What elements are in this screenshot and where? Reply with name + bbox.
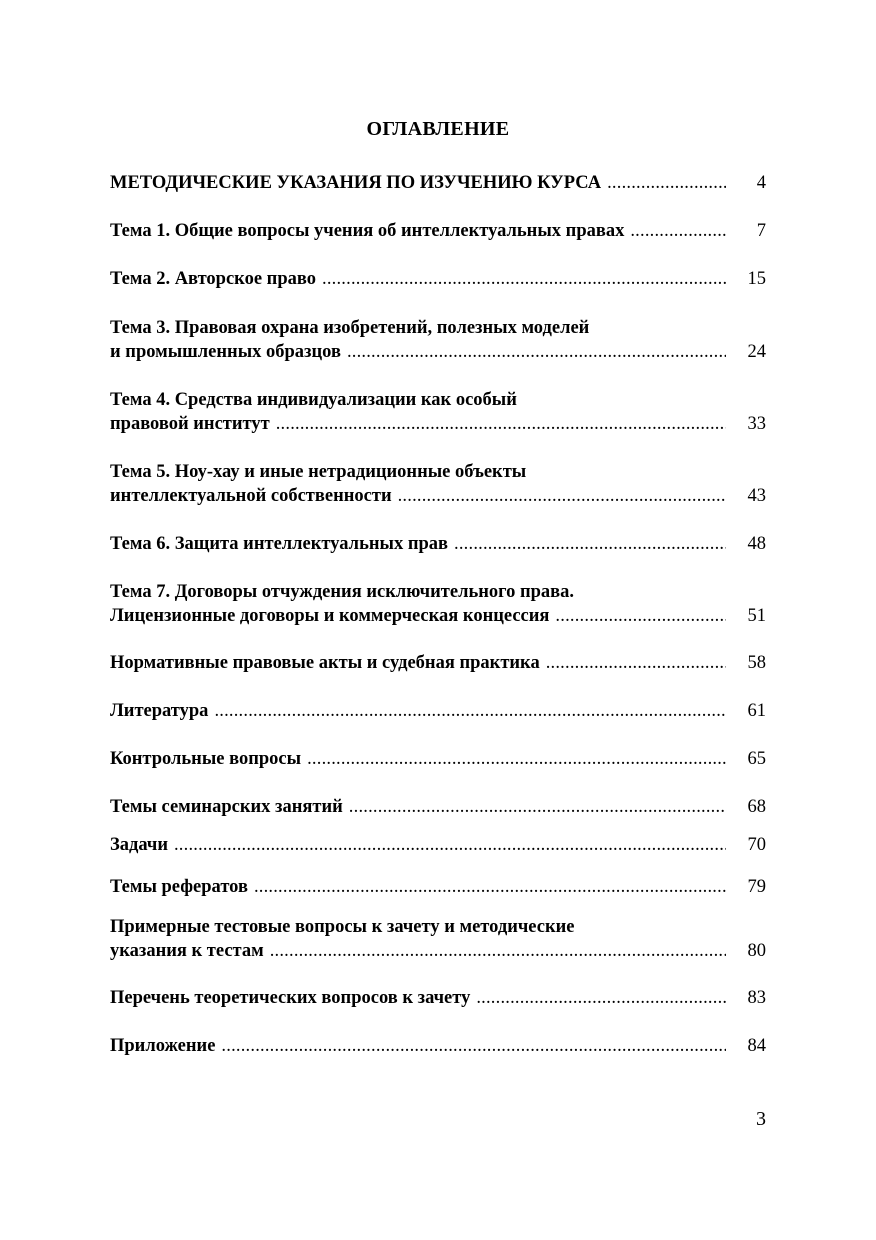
toc-entry-line	[110, 651, 766, 675]
toc-entry-title: Тема 6. Защита интеллектуальных прав	[110, 534, 449, 554]
dot-leader	[546, 651, 726, 675]
toc-entry-title-line-1: Тема 5. Ноу-хау и иные нетрадиционные объекты	[110, 462, 527, 482]
toc-entry-page: 43	[747, 486, 766, 506]
toc-entry-theory-questions[interactable]	[110, 986, 766, 1010]
toc-entry-topic-4[interactable]	[110, 388, 766, 436]
dot-leader	[307, 747, 726, 771]
toc-entry-title: Приложение	[110, 1036, 216, 1056]
toc-entry-page: 68	[747, 797, 766, 817]
toc-entry-title: Нормативные правовые акты и судебная практика	[110, 653, 540, 673]
dot-leader	[398, 484, 726, 508]
toc-entry-topic-5[interactable]	[110, 460, 766, 508]
toc-entry-title-line-2: и промышленных образцов	[110, 342, 341, 362]
toc-entry-title: Тема 1. Общие вопросы учения об интеллектуальных правах	[110, 221, 625, 241]
toc-entry-title: Темы семинарских занятий	[110, 797, 343, 817]
toc-entry-title-line-2: интеллектуальной собственности	[110, 486, 392, 506]
toc-entry-page: 80	[747, 941, 766, 961]
toc-entry-topic-7[interactable]	[110, 580, 766, 628]
dot-leader	[555, 604, 726, 628]
toc-entry-title-line-1: Тема 7. Договоры отчуждения исключительного права.	[110, 582, 575, 602]
toc-entry-line	[110, 747, 766, 771]
toc-entry-title-line-2: правовой институт	[110, 414, 270, 434]
toc-entry-title-line-1: Тема 3. Правовая охрана изобретений, полезных моделей	[110, 318, 590, 338]
dot-leader	[454, 532, 726, 556]
toc-entry-title: Перечень теоретических вопросов к зачету	[110, 988, 471, 1008]
dot-leader	[476, 986, 726, 1010]
toc-entry-title: Темы рефератов	[110, 877, 248, 897]
toc-entry-literature[interactable]	[110, 699, 766, 723]
dot-leader	[270, 939, 726, 963]
toc-entry-page: 51	[747, 606, 766, 626]
dot-leader	[349, 795, 726, 819]
toc-entry-line	[110, 412, 766, 436]
toc-entry-line	[110, 986, 766, 1010]
dot-leader	[221, 1034, 726, 1058]
toc-entry-guidelines[interactable]	[110, 171, 766, 195]
dot-leader	[607, 171, 726, 195]
toc-entry-title-line-1: Примерные тестовые вопросы к зачету и методические	[110, 917, 575, 937]
toc-entry-line	[110, 604, 766, 628]
toc-entry-appendix[interactable]	[110, 1034, 766, 1058]
toc-entry-title: МЕТОДИЧЕСКИЕ УКАЗАНИЯ ПО ИЗУЧЕНИЮ КУРСА	[110, 173, 602, 193]
toc-entry-topic-2[interactable]	[110, 267, 766, 291]
toc-entry-line	[110, 939, 766, 963]
toc-entry-tasks[interactable]	[110, 833, 766, 857]
toc-entry-line	[110, 171, 766, 195]
dot-leader	[322, 267, 726, 291]
toc-entry-topic-1[interactable]	[110, 219, 766, 243]
toc-entry-page: 84	[747, 1036, 766, 1056]
toc-entry-title-line-1: Тема 4. Средства индивидуализации как особый	[110, 390, 517, 410]
toc-entry-page: 65	[747, 749, 766, 769]
toc-entry-page: 58	[747, 653, 766, 673]
dot-leader	[347, 340, 726, 364]
page-number: 3	[756, 1108, 766, 1130]
toc-entry-title-line-2: Лицензионные договоры и коммерческая концессия	[110, 606, 550, 626]
toc-entry-line	[110, 795, 766, 819]
toc-entry-line	[110, 532, 766, 556]
toc-entry-title: Контрольные вопросы	[110, 749, 302, 769]
toc-entry-title: Задачи	[110, 835, 168, 855]
toc-entry-page: 48	[747, 534, 766, 554]
toc-entry-topic-6[interactable]	[110, 532, 766, 556]
dot-leader	[214, 699, 726, 723]
toc-entry-normative-acts[interactable]	[110, 651, 766, 675]
dot-leader	[276, 412, 726, 436]
toc-entry-line	[110, 699, 766, 723]
toc-entry-page: 83	[747, 988, 766, 1008]
toc-entry-test-questions[interactable]	[110, 915, 766, 963]
toc-entry-title: Тема 2. Авторское право	[110, 269, 316, 289]
toc-entry-line	[110, 267, 766, 291]
toc-entry-control-questions[interactable]	[110, 747, 766, 771]
page-title: ОГЛАВЛЕНИЕ	[366, 118, 510, 140]
toc-entry-line	[110, 340, 766, 364]
toc-entry-page: 15	[747, 269, 766, 289]
toc-entry-title-line-2: указания к тестам	[110, 941, 264, 961]
dot-leader	[630, 219, 726, 243]
dot-leader	[254, 875, 726, 899]
toc-entry-line	[110, 833, 766, 857]
toc-entry-page: 61	[747, 701, 766, 721]
toc-entry-line	[110, 484, 766, 508]
toc-entry-page: 70	[747, 835, 766, 855]
toc-entry-line	[110, 1034, 766, 1058]
toc-entry-line	[110, 219, 766, 243]
toc-entry-title: Литература	[110, 701, 209, 721]
toc-entry-essay-topics[interactable]	[110, 875, 766, 899]
toc-entry-line	[110, 875, 766, 899]
toc-entry-topic-3[interactable]	[110, 316, 766, 364]
toc-entry-page: 4	[756, 173, 766, 193]
toc-entry-page: 33	[747, 414, 766, 434]
toc-entry-page: 24	[747, 342, 766, 362]
toc-entry-page: 79	[747, 877, 766, 897]
toc-entry-seminar-topics[interactable]	[110, 795, 766, 819]
dot-leader	[174, 833, 726, 857]
toc-entry-page: 7	[756, 221, 766, 241]
